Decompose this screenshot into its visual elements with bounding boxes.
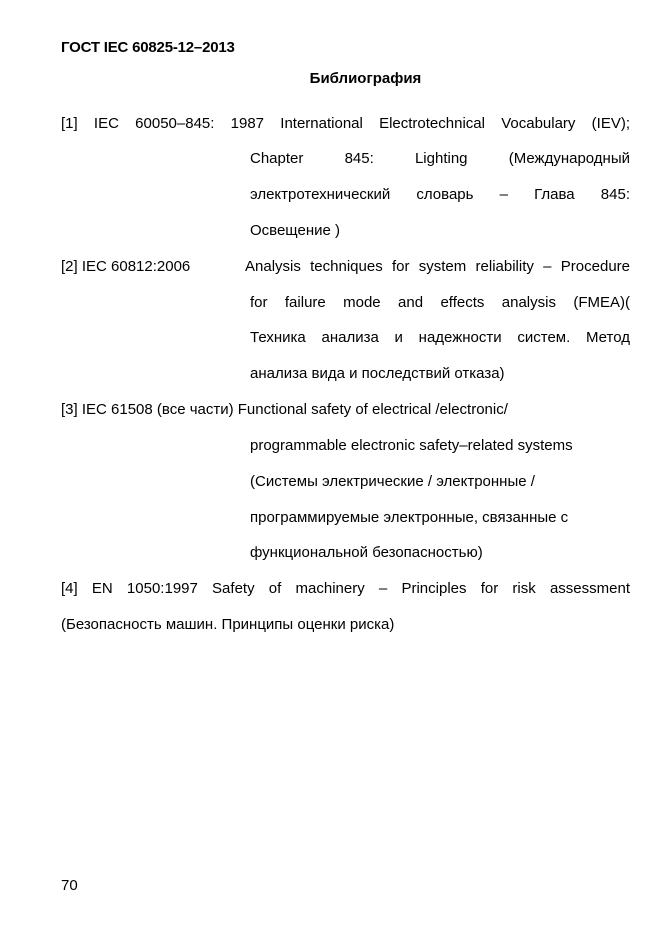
bibliography-entry-3-line-1: [3] IEC 61508 (все части) Functional safety of electrical /electronic/ — [61, 401, 508, 418]
bibliography-entry-1-line-4: Освещение ) — [250, 222, 340, 239]
bibliography-entry-2-ref: [2] IEC 60812:2006 — [61, 258, 191, 275]
bibliography-entry-2-line-4: анализа вида и последствий отказа) — [250, 365, 505, 382]
bibliography-entry-3-line-2: programmable electronic safety–related systems — [250, 437, 573, 454]
document-header: ГОСТ IEC 60825-12–2013 — [61, 39, 235, 56]
bibliography-entry-3-line-3: (Системы электрические / электронные / — [250, 473, 535, 490]
bibliography-entry-4-line-1: [4] EN 1050:1997 Safety of machinery – Principles for risk assessment — [61, 580, 630, 597]
bibliography-entry-2-line-3: Техника анализа и надежности систем. Метод — [250, 329, 630, 346]
bibliography-entry-1-line-1: [1] IEC 60050–845: 1987 International Electrotechnical Vocabulary (IEV); — [61, 115, 630, 132]
bibliography-entry-3-line-5: функциональной безопасностью) — [250, 544, 483, 561]
page-number: 70 — [61, 877, 78, 894]
bibliography-entry-2-line-1: Analysis techniques for system reliability – Procedure — [245, 258, 630, 275]
bibliography-entry-1-line-2: Chapter 845: Lighting (Международный — [250, 150, 630, 167]
bibliography-title: Библиография — [309, 70, 422, 87]
bibliography-entry-2-line-2: for failure mode and effects analysis (FMEA)( — [250, 294, 630, 311]
bibliography-entry-3-line-4: программируемые электронные, связанные с — [250, 509, 569, 526]
bibliography-entry-4-line-2: (Безопасность машин. Принципы оценки риска) — [61, 616, 395, 633]
bibliography-entry-1-line-3: электротехнический словарь – Глава 845: — [250, 186, 630, 203]
